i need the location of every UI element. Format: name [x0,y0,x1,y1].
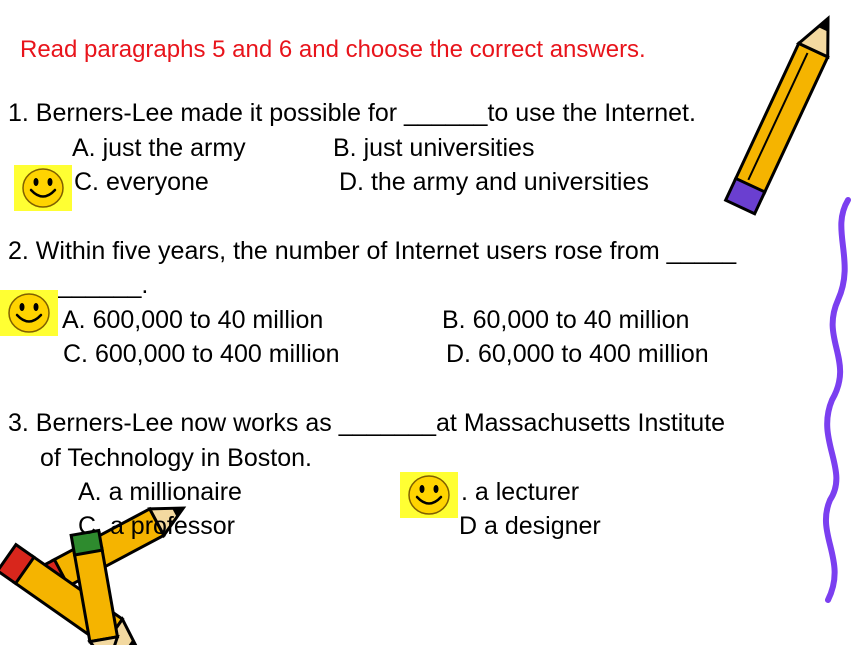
pencil-icon [726,12,843,214]
question-2-stem-cont: ______. [58,271,149,299]
question-2-option-b[interactable]: B. 60,000 to 40 million [442,306,690,334]
squiggle-line [826,200,848,600]
question-3-option-b[interactable]: . a lecturer [461,478,580,506]
smiley-face-icon [0,290,58,336]
question-1-option-a[interactable]: A. just the army [72,134,246,162]
question-2-stem: 2. Within five years, the number of Internet users rose from _____ [8,237,737,265]
question-1-option-b[interactable]: B. just universities [333,134,535,162]
question-3-stem: 3. Berners-Lee now works as _______at Massachusetts Institute [8,409,726,437]
question-2-option-a[interactable]: A. 600,000 to 40 million [62,306,324,334]
question-2-option-c[interactable]: C. 600,000 to 400 million [63,340,340,368]
question-1-option-d[interactable]: D. the army and universities [339,168,649,196]
question-1-stem: 1. Berners-Lee made it possible for ______to use the Internet. [8,99,696,127]
question-3-option-d[interactable]: D a designer [459,512,601,540]
question-2-option-d[interactable]: D. 60,000 to 400 million [446,340,709,368]
smiley-face-icon [400,472,458,518]
question-3-option-a[interactable]: A. a millionaire [78,478,242,506]
question-3-option-c[interactable]: C. a professor [78,512,236,540]
question-1-option-c[interactable]: C. everyone [74,168,209,196]
smiley-face-icon [14,165,72,211]
question-3-stem-cont: of Technology in Boston. [40,444,312,472]
page-title: Read paragraphs 5 and 6 and choose the correct answers. [20,36,646,63]
